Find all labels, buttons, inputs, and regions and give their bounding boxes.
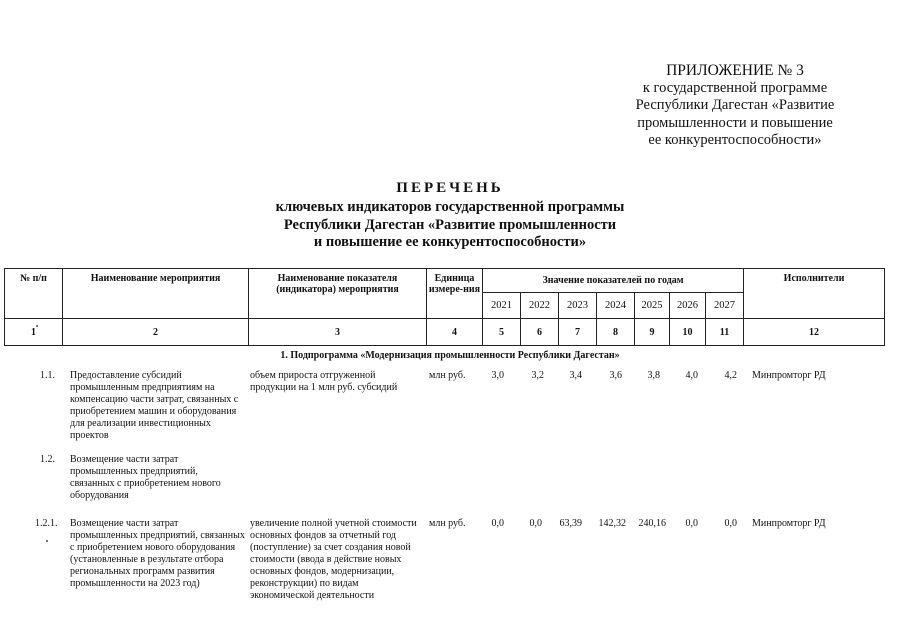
subtitle-line: ключевых индикаторов государственной программы xyxy=(275,199,625,215)
value-2021: 3,0 xyxy=(491,370,504,381)
value-2024: 142,32 xyxy=(598,518,626,529)
row-number: 1.1. xyxy=(40,370,55,381)
column-number: 2 xyxy=(63,319,249,346)
value-2025: 3,8 xyxy=(647,370,660,381)
value-2026: 4,0 xyxy=(685,370,698,381)
unit: млн руб. xyxy=(429,370,466,381)
value-2026: 0,0 xyxy=(685,518,698,529)
column-number: 9 xyxy=(635,319,670,346)
header-year: 2022 xyxy=(521,293,559,319)
column-number: 11 xyxy=(706,319,744,346)
section-title: 1. Подпрограмма «Модернизация промышленности Республики Дагестан» xyxy=(280,350,620,361)
value-2024: 3,6 xyxy=(609,370,622,381)
header-year: 2024 xyxy=(597,293,635,319)
column-number: 4 xyxy=(427,319,483,346)
scan-artifact xyxy=(46,540,48,542)
subtitle-line: Республики Дагестан «Развитие промышленности xyxy=(283,216,617,233)
value-2022: 3,2 xyxy=(531,370,544,381)
header-activity: Наименование мероприятия xyxy=(63,269,249,319)
appendix-line: ее конкурентоспособности» xyxy=(648,132,822,148)
subtitle-line: и повышение ее конкурентоспособности» xyxy=(313,234,587,250)
activity-name: Возмещение части затрат промышленных предприятий, связанных с приобретением нового оборудования xyxy=(70,454,221,501)
header-year: 2023 xyxy=(559,293,597,319)
value-2023: 63,39 xyxy=(559,518,582,529)
header-year: 2026 xyxy=(670,293,706,319)
appendix-line: Республики Дагестан «Развитие xyxy=(635,97,835,113)
header-executors: Исполнители xyxy=(744,269,885,319)
column-number: 6 xyxy=(521,319,559,346)
column-number: 8 xyxy=(597,319,635,346)
unit: млн руб. xyxy=(429,518,466,529)
header-indicator: Наименование показателя (индикатора) мероприятия xyxy=(249,269,427,319)
activity-name: Предоставление субсидий промышленным предприятиям на компенсацию части затрат, связанных с приобретением машин и оборудования для реализации инвестиционных проектов xyxy=(70,370,239,441)
value-2021: 0,0 xyxy=(491,518,504,529)
indicator-name: объем прироста отгруженной продукции на 1 млн руб. субсидий xyxy=(250,370,398,393)
executor: Минпромторг РД xyxy=(752,518,826,529)
column-number: 7 xyxy=(559,319,597,346)
value-2022: 0,0 xyxy=(529,518,542,529)
activity-name: Возмещение части затрат промышленных предприятий, связанных с приобретением нового оборудования (установленные в результате отбора региональных программ развития промышленности на 2023 год) xyxy=(70,518,245,589)
value-2025: 240,16 xyxy=(638,518,666,529)
column-number: 3 xyxy=(249,319,427,346)
header-values-group: Значение показателей по годам xyxy=(483,269,744,293)
value-2023: 3,4 xyxy=(569,370,582,381)
indicator-name: увеличение полной учетной стоимости основных фондов за отчетный год (поступление) за счет создания новой стоимости (ввода в действие новых основных фондов, модернизации, реконструкции) по видам экономической деятельности xyxy=(250,518,417,601)
column-number: 10 xyxy=(670,319,706,346)
scan-artifact xyxy=(36,325,38,327)
executor: Минпромторг РД xyxy=(752,370,826,381)
row-number: 1.2.1. xyxy=(35,518,58,529)
indicators-table-header xyxy=(4,268,885,346)
document-heading: ПЕРЕЧЕНЬ xyxy=(396,180,504,196)
header-num: № п/п xyxy=(5,269,63,319)
header-year: 2025 xyxy=(635,293,670,319)
header-year: 2027 xyxy=(706,293,744,319)
header-year: 2021 xyxy=(483,293,521,319)
appendix-block xyxy=(600,62,870,150)
row-number: 1.2. xyxy=(40,454,55,465)
document-subtitle xyxy=(150,199,750,252)
column-number: 5 xyxy=(483,319,521,346)
header-unit: Единица измере-ния xyxy=(427,269,483,319)
appendix-line: ПРИЛОЖЕНИЕ № 3 xyxy=(666,62,804,79)
value-2027: 4,2 xyxy=(724,370,737,381)
appendix-line: промышленности и повышение xyxy=(637,114,833,131)
value-2027: 0,0 xyxy=(724,518,737,529)
column-number: 12 xyxy=(744,319,885,346)
appendix-line: к государственной программе xyxy=(642,79,828,96)
column-number: 1 xyxy=(5,319,63,346)
